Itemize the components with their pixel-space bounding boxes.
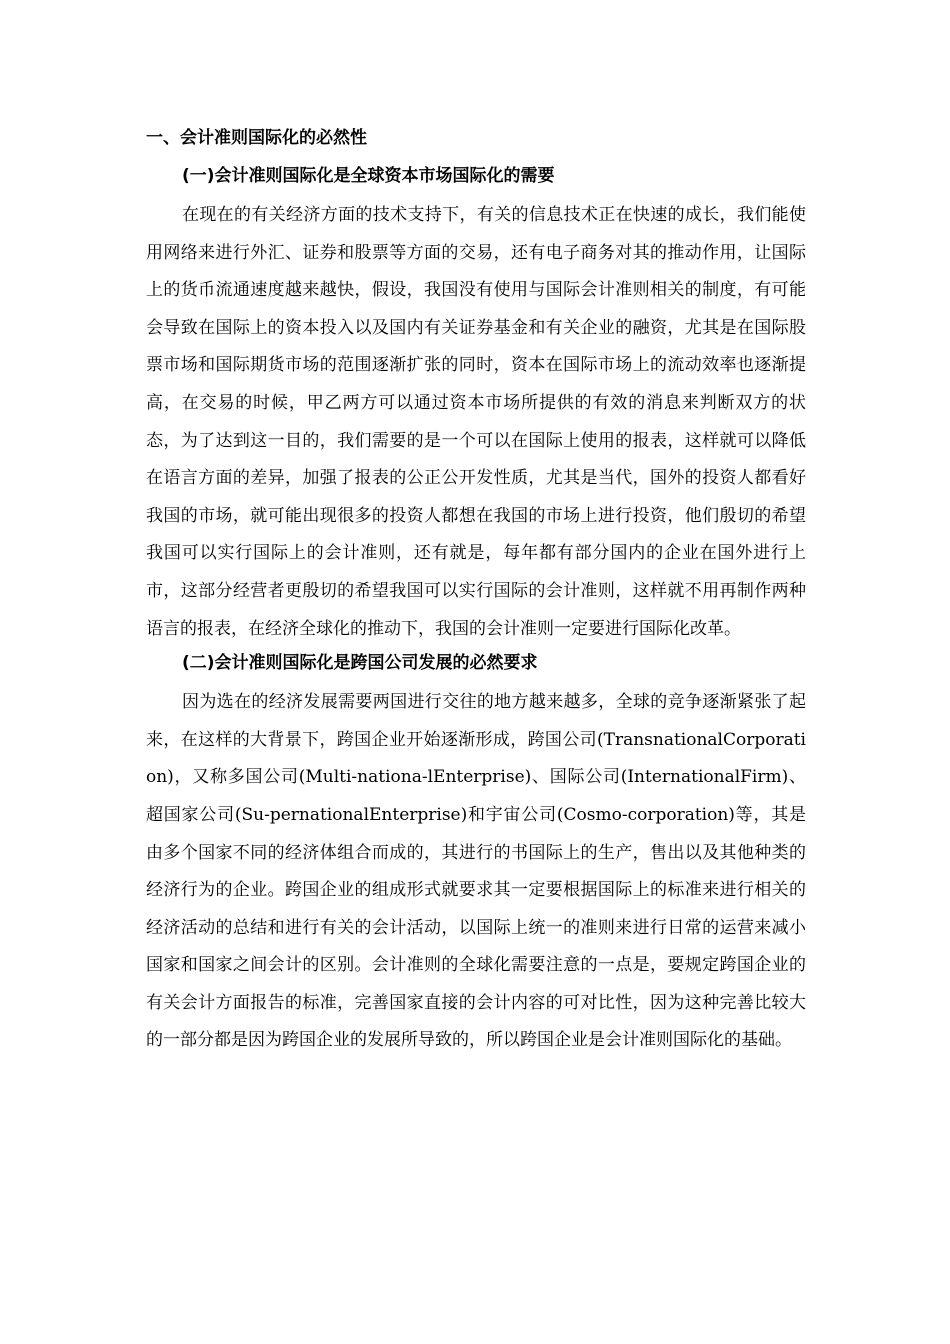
document-body xyxy=(146,124,806,1060)
section-2-paragraph: 因为选在的经济发展需要两国进行交往的地方越来越多，全球的竞争逐渐紧张了起来，在这样的大背景下，跨国企业开始逐渐形成，跨国公司(TransnationalCorporation)，又称多国公司(Multi-nationa-lEnterprise)、国际公司(InternationalFirm)、超国家公司(Su-pernationalEnterprise)和宇宙公司(Cosmo-corporation)等，其是由多个国家不同的经济体组合而成的，其进行的书国际上的生产，售出以及其他种类的经济行为的企业。跨国企业的组成形式就要求其一定要根据国际上的标准来进行相关的经济活动的总结和进行有关的会计活动，以国际上统一的准则来进行日常的运营来减小国家和国家之间会计的区别。会计准则的全球化需要注意的一点是，要规定跨国企业的有关会计方面报告的标准，完善国家直接的会计内容的可对比性，因为这种完善比较大的一部分都是因为跨国企业的发展所导致的，所以跨国企业是会计准则国际化的基础。 xyxy=(146,692,806,1051)
heading-level-1: 一、会计准则国际化的必然性 xyxy=(146,128,367,148)
section-1-paragraph: 在现在的有关经济方面的技术支持下，有关的信息技术正在快速的成长，我们能使用网络来进行外汇、证券和股票等方面的交易，还有电子商务对其的推动作用，让国际上的货币流通速度越来越快，假设，我国没有使用与国际会计准则相关的制度，有可能会导致在国际上的资本投入以及国内有关证券基金和有关企业的融资，尤其是在国际股票市场和国际期货市场的范围逐渐扩张的同时，资本在国际市场上的流动效率也逐渐提高，在交易的时候，甲乙两方可以通过资本市场所提供的有效的消息来判断双方的状态，为了达到这一目的，我们需要的是一个可以在国际上使用的报表，这样就可以降低在语言方面的差异，加强了报表的公正公开发性质，尤其是当代，国外的投资人都看好我国的市场，就可能出现很多的投资人都想在我国的市场上进行投资，他们殷切的希望我国可以实行国际上的会计准则，还有就是，每年都有部分国内的企业在国外进行上市，这部分经营者更殷切的希望我国可以实行国际的会计准则，这样就不用再制作两种语言的报表，在经济全球化的推动下，我国的会计准则一定要进行国际化改革。 xyxy=(146,205,806,639)
section-2-heading: (二)会计准则国际化是跨国公司发展的必然要求 xyxy=(182,653,538,674)
section-1-heading: (一)会计准则国际化是全球资本市场国际化的需要 xyxy=(182,166,555,186)
